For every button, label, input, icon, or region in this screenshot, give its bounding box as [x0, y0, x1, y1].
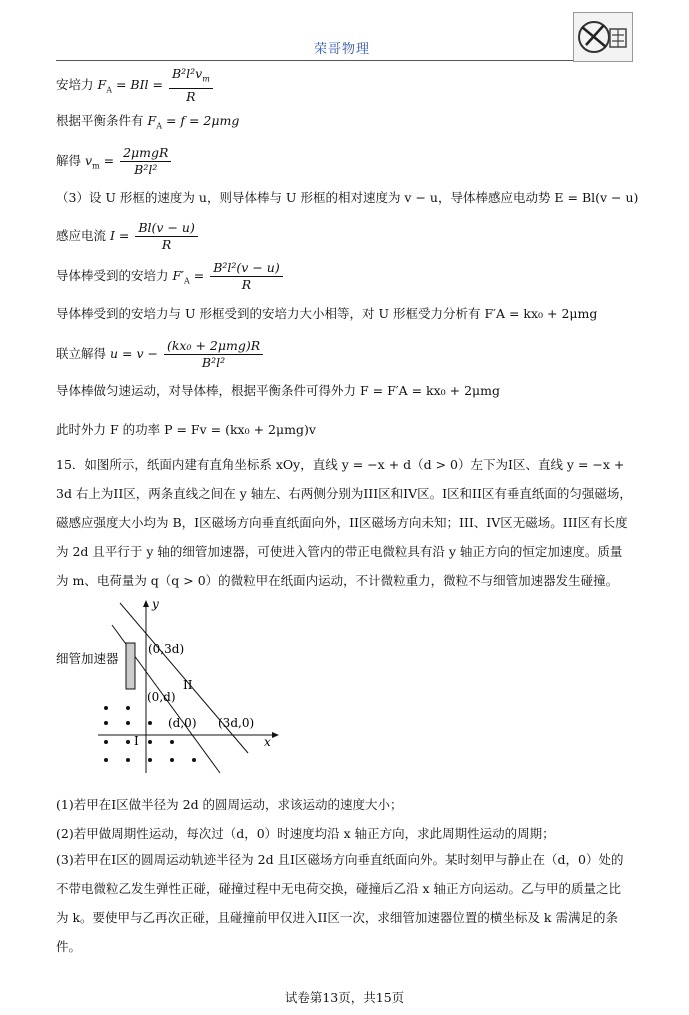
solution-line-frame-analysis: 导体棒受到的安培力与 U 形框受到的安培力大小相等，对 U 形框受力分析有 F′A = kx₀ + 2μmg	[56, 306, 598, 321]
fraction	[210, 260, 283, 293]
math-sub: A	[156, 121, 162, 131]
coordinate-figure	[50, 595, 290, 785]
frac-den: R	[161, 237, 172, 252]
problem-15-stem: 15．如图所示，纸面内建有直角坐标系 xOy，直线 y = −x + d（d > 0）左下为I区、直线 y = −x + 3d 右上为II区，两条直线之间在 y 轴左、右两侧分别为III区和IV区。I区和II区有垂直纸面的匀强磁场，磁感应强度大小均为 B，I区磁场方向垂直纸面向外，II区磁场方向未知；III、IV区无磁场。III区有长度为 2d 且平行于 y 轴的细管加速器，可使进入管内的带正电微粒具有沿 y 轴正方向的恒定加速度。质量为 m、电荷量为 q（q > 0）的微粒甲在纸面内运动，不计微粒重力，微粒不与细管加速器发生碰撞。	[56, 457, 632, 588]
solution-line-power: 此时外力 F 的功率 P = Fv = (kx₀ + 2μmg)v	[56, 422, 316, 437]
math-var: F′	[172, 268, 185, 283]
frac-num: (kx₀ + 2μmg)R	[164, 338, 263, 355]
solution-line-combine	[56, 338, 265, 371]
solution-line-current	[56, 220, 200, 253]
brand-logo-icon	[573, 12, 633, 62]
text-label: 联立解得	[56, 346, 107, 361]
math-sub: A	[106, 85, 112, 95]
frac-den: R	[241, 277, 252, 292]
fraction	[169, 66, 213, 105]
region-label-I: I	[134, 734, 139, 748]
x-axis-arrow-icon	[272, 732, 279, 738]
header-rule	[56, 60, 628, 61]
frac-num: B²l²(v − u)	[210, 260, 283, 277]
fraction	[135, 220, 197, 253]
point-label-0-3d: (0,3d)	[148, 642, 185, 656]
solution-line-rod-force	[56, 260, 285, 293]
y-axis-arrow-icon	[143, 600, 149, 607]
question-3: (3)若甲在I区的圆周运动轨迹半径为 2d 且I区磁场方向垂直纸面向外。某时刻甲与静止在（d，0）处的不带电微粒乙发生弹性正碰，碰撞过程中无电荷交换，碰撞后乙沿 x 轴正方向运动。乙与甲的质量之比为 k。要使甲与乙再次正碰，且碰撞前甲仅进入II区一次，求细管加速器位置的横坐标及 k 需满足的条件。	[56, 852, 624, 954]
point-label-3d-0: (3d,0)	[218, 716, 255, 730]
question-2: (2)若甲做周期性运动，每次过（d，0）时速度均沿 x 轴正方向，求此周期性运动的周期；	[56, 826, 555, 841]
math-sub: m	[92, 161, 100, 171]
text-label: 导体棒受到的安培力	[56, 268, 169, 283]
frac-den: B²l²	[134, 162, 158, 177]
frac-den: B²l²	[201, 355, 226, 370]
math-var: F	[147, 113, 157, 128]
y-axis-label: y	[152, 597, 159, 611]
frac-num: Bl(v − u)	[135, 220, 197, 237]
frac-num-sub: m	[202, 74, 210, 84]
fraction	[120, 145, 171, 178]
math-var: v	[85, 153, 93, 168]
accelerator-tube	[126, 643, 135, 689]
math-eq: =	[189, 268, 209, 283]
frac-num: B²l²v	[171, 66, 203, 81]
math-expr: = BIl =	[111, 76, 167, 92]
solution-line-ampere-force	[56, 66, 215, 105]
page-footer: 试卷第13页，共15页	[284, 990, 405, 1005]
math-var: I =	[110, 228, 134, 243]
math-var: F	[97, 76, 107, 92]
page-header-title: 荣哥物理	[313, 42, 370, 57]
point-label-0-d: (0,d)	[147, 690, 176, 704]
solution-line-part3: （3）设 U 形框的速度为 u，则导体棒与 U 形框的相对速度为 v − u，导体棒感应电动势 E = Bl(v − u)	[56, 190, 639, 205]
solution-line-external-force: 导体棒做匀速运动，对导体棒，根据平衡条件可得外力 F = F′A = kx₀ + 2μmg	[56, 383, 501, 398]
math-eq: =	[99, 153, 119, 168]
fraction	[164, 338, 263, 371]
text-label: 解得	[56, 153, 82, 168]
math-expr: = f = 2μmg	[161, 113, 240, 128]
text-label: 安培力	[56, 76, 94, 92]
math-var: u = v −	[110, 346, 162, 361]
solution-line-solve-vm	[56, 145, 173, 178]
math-sub: A	[184, 276, 190, 286]
x-axis-label: x	[264, 735, 271, 749]
accelerator-label: 细管加速器	[56, 651, 119, 666]
text-label: 根据平衡条件有	[56, 113, 144, 128]
solution-line-balance	[56, 111, 239, 137]
point-label-d-0: (d,0)	[168, 716, 197, 730]
question-1: (1)若甲在I区做半径为 2d 的圆周运动，求该运动的速度大小；	[56, 797, 403, 812]
frac-den: R	[186, 88, 196, 104]
region-label-II: II	[183, 678, 193, 692]
text-label: 感应电流	[56, 228, 107, 243]
frac-num: 2μmgR	[120, 145, 171, 162]
magnetic-field-dots	[104, 706, 196, 762]
